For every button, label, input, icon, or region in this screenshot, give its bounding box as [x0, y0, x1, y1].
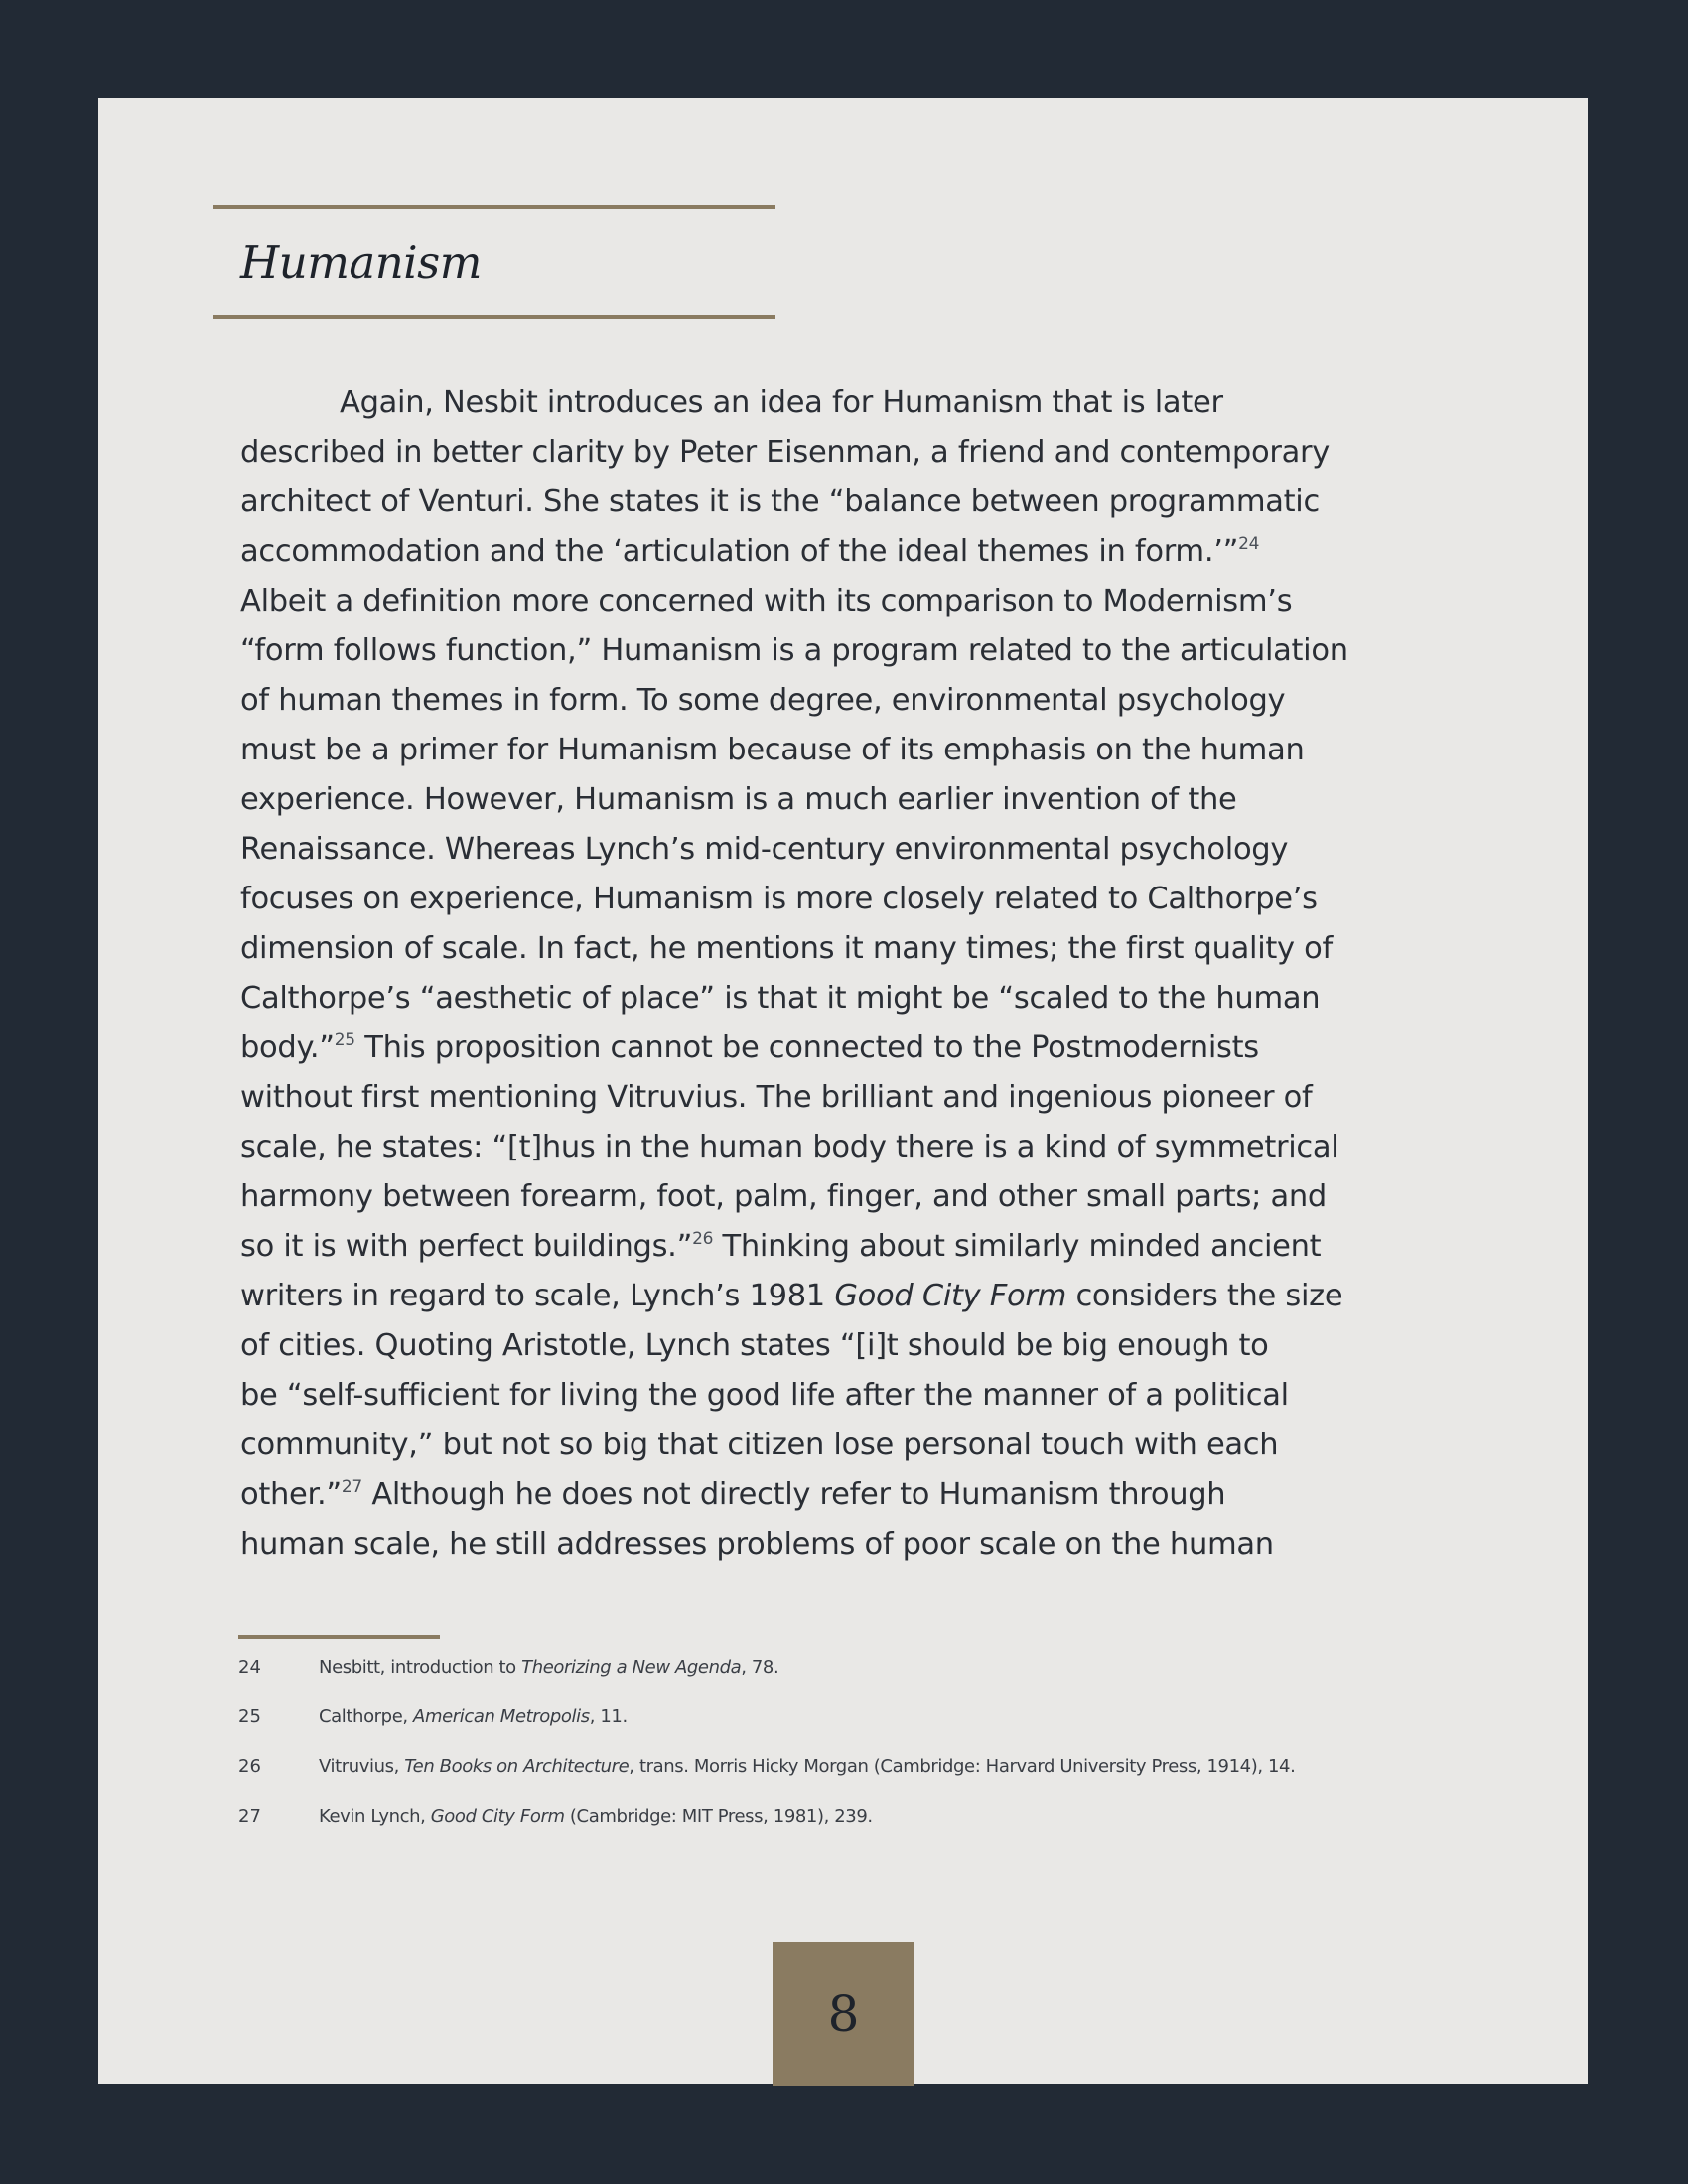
- body-line: human scale, he still addresses problems of poor scale on the human: [240, 1527, 1274, 1562]
- body-line: “form follows function,” Humanism is a program related to the articulation: [240, 633, 1348, 668]
- body-line: writers in regard to scale, Lynch’s 1981 Good City Form considers the size: [240, 1279, 1343, 1313]
- footnote-item: [238, 1706, 1529, 1756]
- footnote-item: [238, 1756, 1529, 1806]
- body-line: scale, he states: “[t]hus in the human body there is a kind of symmetrical: [240, 1130, 1339, 1164]
- body-line: of cities. Quoting Aristotle, Lynch states “[i]t should be big enough to: [240, 1328, 1269, 1363]
- body-line: body.”$^{25}$ This proposition cannot be connected to the Postmodernists: [240, 1030, 1259, 1065]
- body-line: Again, Nesbit introduces an idea for Humanism that is later: [340, 385, 1223, 420]
- body-paragraph: [240, 378, 1472, 1570]
- body-line: harmony between forearm, foot, palm, finger, and other small parts; and: [240, 1179, 1327, 1214]
- body-line: architect of Venturi. She states it is the “balance between programmatic: [240, 484, 1320, 519]
- footnote-divider: [238, 1635, 440, 1639]
- body-line: other.”$^{27}$ Although he does not directly refer to Humanism through: [240, 1477, 1226, 1512]
- footnote-ref-26[interactable]: 26: [692, 1229, 714, 1249]
- body-line: accommodation and the ‘articulation of the ideal themes in form.’”$^{24}$: [240, 534, 1260, 569]
- body-line: so it is with perfect buildings.”$^{26}$ Thinking about similarly minded ancient: [240, 1229, 1322, 1264]
- document-page: [98, 98, 1588, 2084]
- section-heading: Humanism: [240, 236, 482, 289]
- footnote-number: 25: [238, 1706, 261, 1727]
- footnote-item: [238, 1806, 1529, 1855]
- footnote-number: 24: [238, 1657, 261, 1678]
- footnote-text: Vitruvius, Ten Books on Architecture, trans. Morris Hicky Morgan (Cambridge: Harvard University Press, 1914), 14.: [319, 1756, 1296, 1777]
- footnote-item: [238, 1657, 1529, 1706]
- footnote-number: 26: [238, 1756, 261, 1777]
- body-line: community,” but not so big that citizen lose personal touch with each: [240, 1428, 1279, 1462]
- body-line: dimension of scale. In fact, he mentions it many times; the first quality of: [240, 931, 1333, 966]
- book-title: Good City Form: [834, 1279, 1067, 1313]
- footnote-ref-27[interactable]: 27: [341, 1477, 362, 1497]
- body-line: described in better clarity by Peter Eisenman, a friend and contemporary: [240, 435, 1330, 470]
- heading-rule-top: [213, 205, 775, 209]
- page-number: 8: [827, 1984, 860, 2043]
- body-line: Renaissance. Whereas Lynch’s mid-century environmental psychology: [240, 832, 1289, 867]
- footnote-text: Kevin Lynch, Good City Form (Cambridge: MIT Press, 1981), 239.: [319, 1806, 873, 1827]
- footnote-text: Calthorpe, American Metropolis, 11.: [319, 1706, 628, 1727]
- body-line: focuses on experience, Humanism is more closely related to Calthorpe’s: [240, 882, 1318, 916]
- heading-rule-bottom: [213, 315, 775, 319]
- footnotes-list: [238, 1657, 1529, 1855]
- body-line: Calthorpe’s “aesthetic of place” is that it might be “scaled to the human: [240, 981, 1321, 1016]
- footnote-ref-24[interactable]: 24: [1238, 534, 1260, 554]
- body-line: Albeit a definition more concerned with its comparison to Modernism’s: [240, 584, 1293, 618]
- footnote-text: Nesbitt, introduction to Theorizing a New Agenda, 78.: [319, 1657, 779, 1678]
- body-line: of human themes in form. To some degree, environmental psychology: [240, 683, 1286, 718]
- footnote-number: 27: [238, 1806, 261, 1827]
- body-line: without first mentioning Vitruvius. The brilliant and ingenious pioneer of: [240, 1080, 1313, 1115]
- body-line: must be a primer for Humanism because of its emphasis on the human: [240, 733, 1305, 767]
- footnote-ref-25[interactable]: 25: [334, 1030, 355, 1050]
- body-line: experience. However, Humanism is a much earlier invention of the: [240, 782, 1237, 817]
- page-number-box: [773, 1942, 914, 2086]
- body-line: be “self-sufficient for living the good life after the manner of a political: [240, 1378, 1289, 1413]
